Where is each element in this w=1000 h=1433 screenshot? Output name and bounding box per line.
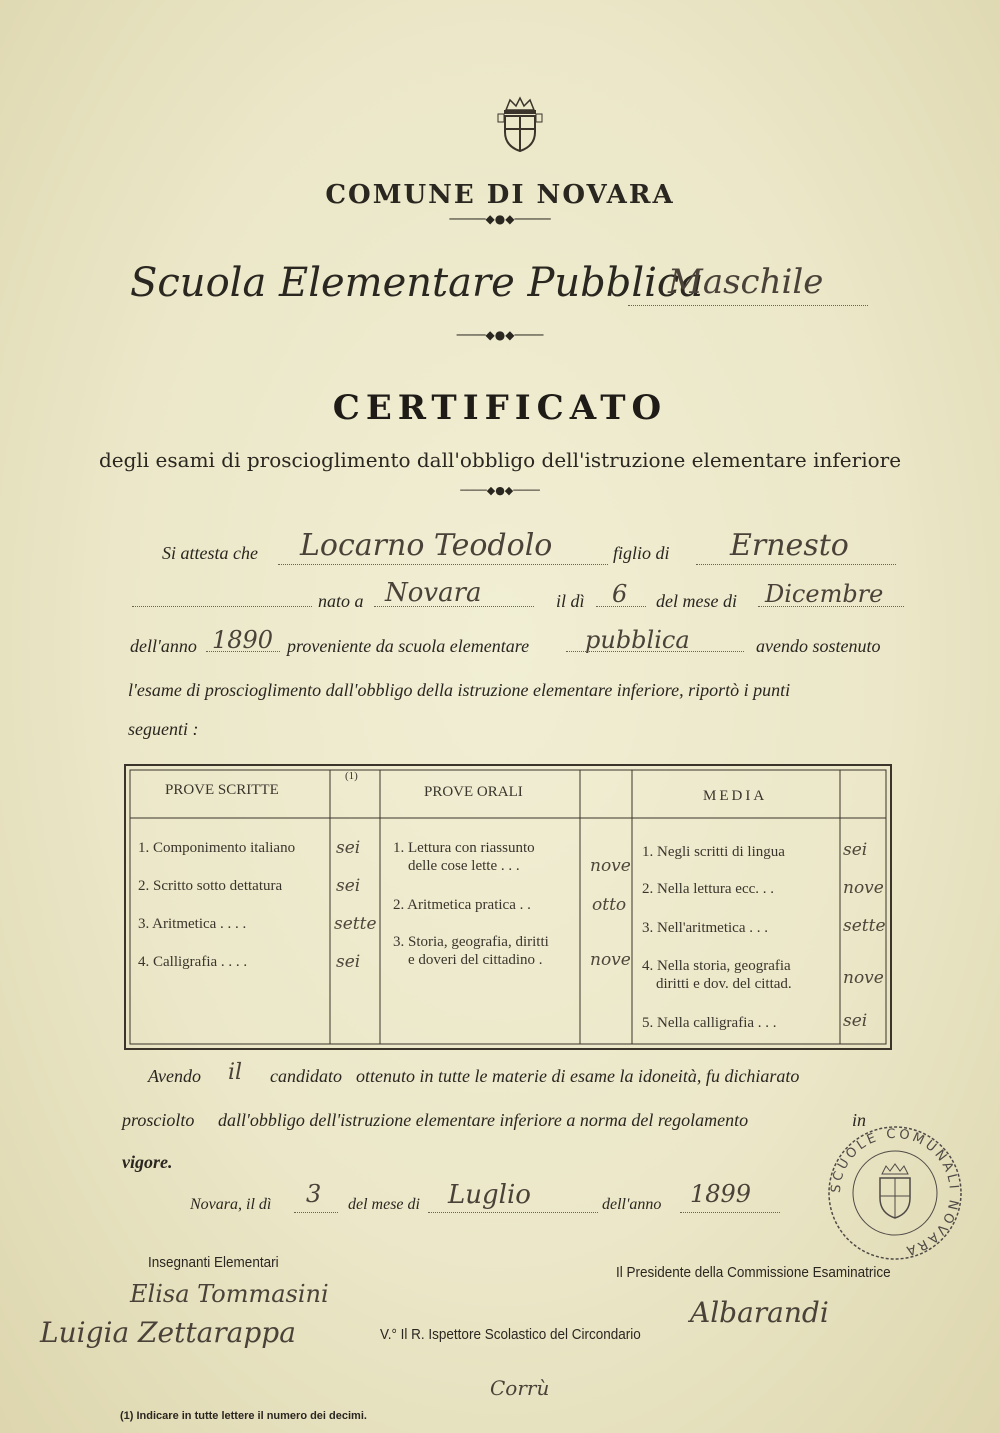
municipal-stamp [820, 1118, 970, 1268]
teacher1-signature: Elisa Tommasini [130, 1280, 329, 1308]
ornament-divider-3: ────◆●◆──── [460, 484, 540, 497]
text-vigore: vigore. [122, 1152, 173, 1172]
father-name: Ernesto [730, 528, 849, 563]
written-label-4: 4. Calligrafia . . . . [138, 954, 248, 970]
oral-score-3: nove [590, 950, 631, 970]
text-ottenuto: ottenuto in tutte le materie di esame la idoneità, fu dichiarato [356, 1066, 800, 1086]
oral-label-1b: delle cose lette . . . [408, 858, 520, 874]
text-esame: l'esame di proscioglimento dall'obbligo della istruzione elementare inferiore, riportò i punti [128, 680, 791, 700]
avg-score-2: nove [843, 878, 884, 898]
birth-year: 1890 [212, 626, 274, 654]
oral-label-2: 2. Aritmetica pratica . . [393, 897, 531, 913]
inspector-signature: Corrù [490, 1376, 550, 1400]
president-label: Il Presidente della Commissione Esaminatrice [616, 1264, 891, 1281]
text-avendo-2: Avendo [148, 1066, 201, 1086]
text-proveniente: proveniente da scuola elementare [287, 636, 530, 656]
school-kind: pubblica [585, 626, 690, 654]
coat-of-arms-icon [496, 96, 544, 154]
header-note: (1) [345, 770, 358, 782]
text-anno: dell'anno [130, 636, 197, 656]
school-label: Scuola Elementare Pubblica [130, 260, 704, 306]
text-il-di: il dì [556, 591, 585, 611]
school-type: Maschile [668, 262, 824, 302]
header-prove-scritte: PROVE SCRITTE [165, 782, 279, 798]
text-seguenti: seguenti : [128, 719, 199, 739]
text-obbligo: dall'obbligo dell'istruzione elementare inferiore a norma del regolamento [218, 1110, 749, 1130]
oral-label-3b: e doveri del cittadino . [408, 952, 543, 968]
text-figlio: figlio di [613, 543, 670, 563]
date-year: 1899 [690, 1180, 752, 1208]
text-avendo: avendo sostenuto [756, 636, 881, 656]
text-prosciolto: prosciolto [122, 1110, 195, 1130]
birth-day: 6 [612, 580, 628, 608]
date-month: Luglio [448, 1180, 531, 1210]
text-in: in [852, 1110, 867, 1130]
oral-score-2: otto [592, 895, 627, 915]
text-candidato: candidato [270, 1066, 342, 1086]
text-mese: del mese di [656, 591, 737, 611]
footnote: (1) Indicare in tutte lettere il numero dei decimi. [120, 1410, 367, 1422]
oral-label-3a: 3. Storia, geografia, diritti [393, 934, 549, 950]
teachers-label: Insegnanti Elementari [148, 1254, 279, 1271]
text-nato: nato a [318, 591, 364, 611]
written-label-1: 1. Componimento italiano [138, 840, 296, 856]
doc-title: CERTIFICATO [332, 388, 668, 428]
written-label-2: 2. Scritto sotto dettatura [138, 878, 283, 894]
written-score-1: sei [336, 838, 361, 858]
ornament-divider-2: ────◆●◆──── [456, 328, 544, 342]
header-prove-orali: PROVE ORALI [424, 784, 523, 800]
avg-label-3: 3. Nell'aritmetica . . . [642, 920, 768, 936]
teacher2-signature: Luigia Zettarappa [40, 1316, 296, 1349]
president-signature: Albarandi [690, 1296, 829, 1329]
birth-place: Novara [385, 578, 482, 608]
avg-label-5: 5. Nella calligrafia . . . [642, 1015, 777, 1031]
avg-label-2: 2. Nella lettura ecc. . . [642, 881, 775, 897]
avg-label-4a: 4. Nella storia, geografia [642, 958, 791, 974]
date-month-label: del mese di [348, 1196, 420, 1213]
avg-score-1: sei [843, 840, 868, 860]
avg-label-4b: diritti e dov. del cittad. [656, 976, 792, 992]
inspector-label: V.° Il R. Ispettore Scolastico del Circondario [380, 1326, 641, 1343]
stamp-text: SCUOLE COMUNALI NOVARA [828, 1126, 962, 1259]
date-day: 3 [306, 1180, 322, 1208]
header-media: MEDIA [703, 788, 768, 804]
avg-score-4: nove [843, 968, 884, 988]
written-label-3: 3. Aritmetica . . . . [138, 916, 247, 932]
article-il: il [228, 1060, 243, 1085]
doc-subtitle: degli esami di proscioglimento dall'obbligo dell'istruzione elementare inferiore [98, 448, 902, 472]
date-place-label: Novara, il dì [190, 1196, 272, 1213]
birth-month: Dicembre [765, 580, 884, 608]
written-score-4: sei [336, 952, 361, 972]
text-attesta: Si attesta che [162, 543, 258, 563]
oral-score-1: nove [590, 856, 631, 876]
avg-score-3: sette [843, 916, 886, 936]
oral-label-1a: 1. Lettura con riassunto [393, 840, 535, 856]
written-score-2: sei [336, 876, 361, 896]
municipality-title: COMUNE DI NOVARA [325, 180, 675, 210]
avg-label-1: 1. Negli scritti di lingua [642, 844, 785, 860]
ornament-divider: ─────◆●◆───── [449, 212, 551, 226]
student-name: Locarno Teodolo [300, 528, 553, 563]
written-score-3: sette [334, 914, 377, 934]
avg-score-5: sei [843, 1011, 868, 1031]
date-year-label: dell'anno [602, 1196, 662, 1213]
